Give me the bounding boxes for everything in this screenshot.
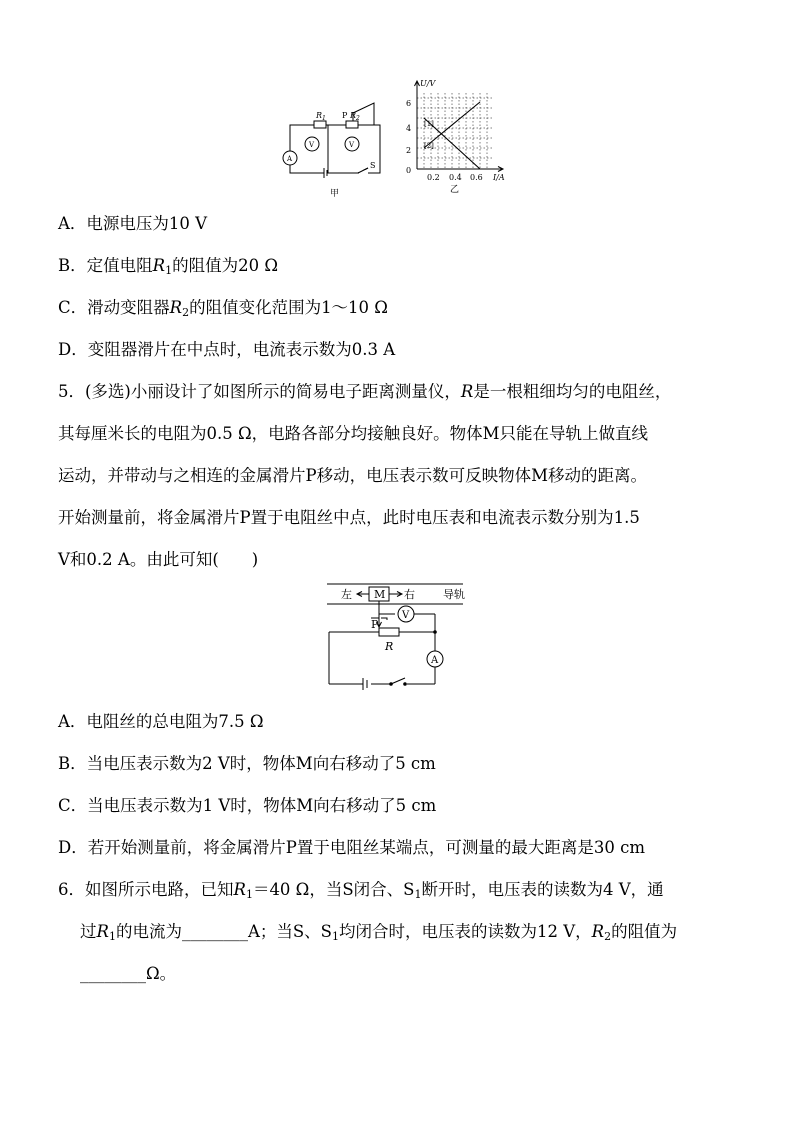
- q5-option-a: A．电阻丝的总电阻为7.5 Ω: [58, 712, 264, 731]
- q4-option-d: D．变阻器滑片在中点时，电流表示数为0.3 A: [58, 340, 396, 359]
- svg-text:0.2: 0.2: [427, 173, 440, 182]
- svg-text:左: 左: [341, 588, 352, 601]
- q6-line-2: 过$R_1$的电流为________A；当S、$S_1$均闭合时，电压表的读数为12 V，$R_2$的阻值为: [80, 922, 678, 943]
- circuit-diagram-jia: [280, 98, 392, 204]
- svg-text:A: A: [431, 655, 439, 666]
- svg-text:S: S: [370, 161, 376, 170]
- svg-text:2: 2: [406, 146, 412, 155]
- svg-text:R: R: [385, 640, 394, 653]
- q5-stem-line-1: 5．(多选)小丽设计了如图所示的简易电子距离测量仪，R是一根粗细均匀的电阻丝，: [58, 382, 672, 401]
- svg-text:M: M: [374, 588, 386, 601]
- svg-text:乙: 乙: [450, 185, 460, 194]
- svg-text:0: 0: [406, 166, 412, 175]
- distance-meter-circuit: [325, 582, 475, 690]
- q6-line-1: 6．如图所示电路，已知$R_1=40$ Ω，当S闭合、$S_1$断开时，电压表的读数为4 V，通: [58, 880, 664, 901]
- svg-text:6: 6: [406, 99, 412, 108]
- q5-option-b: B．当电压表示数为2 V时，物体M向右移动了5 cm: [58, 754, 436, 773]
- u-i-graph-yi: [398, 76, 516, 194]
- q5-stem-line-2: 其每厘米长的电阻为0.5 Ω，电路各部分均接触良好。物体M只能在导轨上做直线: [58, 424, 649, 443]
- q5-stem-line-5: V和0.2 A。由此可知( ): [58, 550, 259, 569]
- svg-text:V: V: [309, 141, 315, 149]
- svg-text:R2: $R_2$: [350, 111, 360, 122]
- svg-text:[1]: [1]: [424, 120, 434, 128]
- svg-text:[2]: [2]: [424, 142, 434, 150]
- svg-text:V: V: [349, 141, 355, 149]
- q4-option-c: C．滑动变阻器$R_2$的阻值变化范围为1～10 Ω: [58, 298, 388, 319]
- svg-text:V: V: [402, 610, 410, 621]
- svg-text:右: 右: [404, 588, 415, 601]
- q5-option-d: D．若开始测量前，将金属滑片P置于电阻丝某端点，可测量的最大距离是30 cm: [58, 838, 645, 857]
- q4-option-a: A．电源电压为10 V: [58, 214, 208, 233]
- q5-option-c: C．当电压表示数为1 V时，物体M向右移动了5 cm: [58, 796, 437, 815]
- svg-text:U/V: U/V: [420, 79, 436, 88]
- svg-text:A: A: [287, 155, 293, 163]
- svg-text:4: 4: [406, 124, 412, 133]
- svg-text:甲: 甲: [330, 189, 340, 199]
- svg-text:I/A: I/A: [493, 173, 505, 182]
- svg-text:导轨: 导轨: [443, 588, 465, 601]
- q6-line-3: ________Ω。: [80, 964, 177, 983]
- q5-stem-line-3: 运动，并带动与之相连的金属滑片P移动，电压表示数可反映物体M移动的距离。: [58, 466, 647, 485]
- svg-text:0.6: 0.6: [470, 173, 483, 182]
- svg-text:P: P: [371, 618, 379, 631]
- q5-stem-line-4: 开始测量前，将金属滑片P置于电阻丝中点，此时电压表和电流表示数分别为1.5: [58, 508, 640, 527]
- q4-option-b: B．定值电阻$R_1$的阻值为20 Ω: [58, 256, 278, 277]
- svg-text:R1: $R_1$: [316, 111, 326, 122]
- svg-text:0.4: 0.4: [449, 173, 462, 182]
- svg-text:P: P: [342, 111, 348, 120]
